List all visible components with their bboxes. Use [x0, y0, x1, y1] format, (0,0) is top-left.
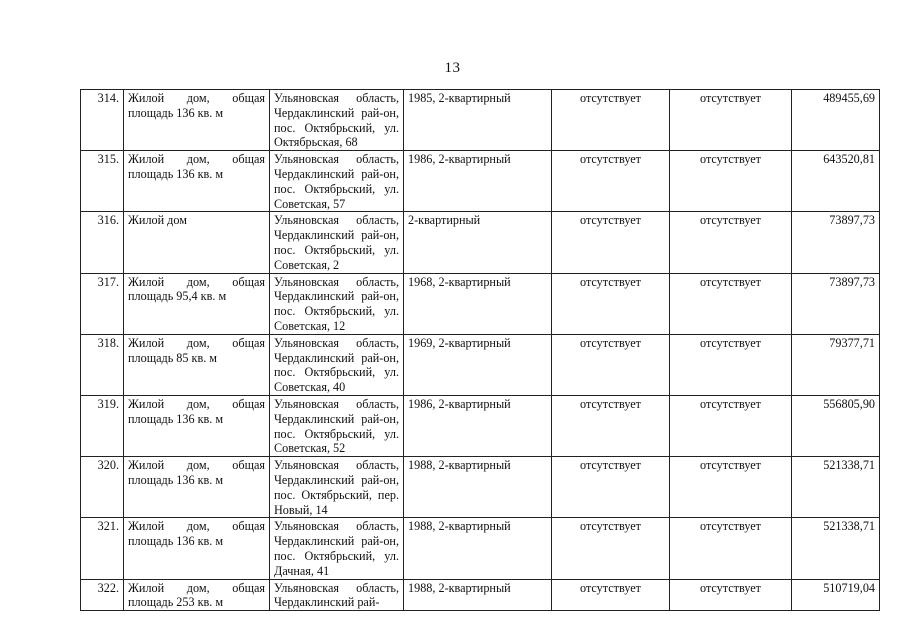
property-cost: 510719,04 — [792, 579, 880, 611]
property-address: Ульяновская область, Чердаклинский рай-он, пос. Октябрьский, ул. Дачная, 41 — [270, 518, 404, 579]
property-address: Ульяновская область, Чердаклинский рай-он, пос. Октябрьский, ул. Советская, 40 — [270, 334, 404, 395]
property-address: Ульяновская область, Чердаклинский рай- — [270, 579, 404, 611]
property-name: Жилой дом — [124, 212, 270, 273]
row-number: 320. — [81, 457, 124, 518]
property-name: Жилой дом, общая площадь 85 кв. м — [124, 334, 270, 395]
table-row — [81, 334, 880, 395]
table-row — [81, 395, 880, 456]
table-row — [81, 273, 880, 334]
registration-status: отсутствует — [552, 457, 670, 518]
property-address: Ульяновская область, Чердаклинский рай-он, пос. Октябрьский, ул. Советская, 52 — [270, 395, 404, 456]
property-cost: 643520,81 — [792, 151, 880, 212]
property-address: Ульяновская область, Чердаклинский рай-он, пос. Октябрьский, пер. Новый, 14 — [270, 457, 404, 518]
property-name: Жилой дом, общая площадь 136 кв. м — [124, 151, 270, 212]
property-table — [80, 89, 880, 611]
property-detail: 1988, 2-квартирный — [404, 457, 552, 518]
row-number: 319. — [81, 395, 124, 456]
encumbrance-status: отсутствует — [670, 395, 792, 456]
property-detail: 1986, 2-квартирный — [404, 151, 552, 212]
encumbrance-status: отсутствует — [670, 212, 792, 273]
property-detail: 1968, 2-квартирный — [404, 273, 552, 334]
property-name: Жилой дом, общая площадь 95,4 кв. м — [124, 273, 270, 334]
table-row — [81, 579, 880, 611]
property-detail: 1986, 2-квартирный — [404, 395, 552, 456]
encumbrance-status: отсутствует — [670, 273, 792, 334]
encumbrance-status: отсутствует — [670, 334, 792, 395]
table-body — [81, 90, 880, 611]
property-address: Ульяновская область, Чердаклинский рай-он, пос. Октябрьский, ул. Советская, 12 — [270, 273, 404, 334]
property-name: Жилой дом, общая площадь 136 кв. м — [124, 90, 270, 151]
table-row — [81, 518, 880, 579]
encumbrance-status: отсутствует — [670, 151, 792, 212]
row-number: 316. — [81, 212, 124, 273]
property-name: Жилой дом, общая площадь 136 кв. м — [124, 457, 270, 518]
property-address: Ульяновская область, Чердаклинский рай-он, пос. Октябрьский, ул. Октябрьская, 68 — [270, 90, 404, 151]
table-row — [81, 90, 880, 151]
encumbrance-status: отсутствует — [670, 90, 792, 151]
property-cost: 521338,71 — [792, 457, 880, 518]
property-detail: 1985, 2-квартирный — [404, 90, 552, 151]
property-name: Жилой дом, общая площадь 136 кв. м — [124, 395, 270, 456]
property-name: Жилой дом, общая площадь 136 кв. м — [124, 518, 270, 579]
registration-status: отсутствует — [552, 212, 670, 273]
property-detail: 1988, 2-квартирный — [404, 518, 552, 579]
table-row — [81, 151, 880, 212]
property-address: Ульяновская область, Чердаклинский рай-он, пос. Октябрьский, ул. Советская, 2 — [270, 212, 404, 273]
property-detail: 2-квартирный — [404, 212, 552, 273]
property-address: Ульяновская область, Чердаклинский рай-он, пос. Октябрьский, ул. Советская, 57 — [270, 151, 404, 212]
property-cost: 489455,69 — [792, 90, 880, 151]
table-row — [81, 457, 880, 518]
row-number: 314. — [81, 90, 124, 151]
row-number: 315. — [81, 151, 124, 212]
property-detail: 1969, 2-квартирный — [404, 334, 552, 395]
encumbrance-status: отсутствует — [670, 457, 792, 518]
row-number: 321. — [81, 518, 124, 579]
property-detail: 1988, 2-квартирный — [404, 579, 552, 611]
encumbrance-status: отсутствует — [670, 579, 792, 611]
page-number: 13 — [444, 60, 461, 76]
property-cost: 521338,71 — [792, 518, 880, 579]
property-cost: 556805,90 — [792, 395, 880, 456]
row-number: 317. — [81, 273, 124, 334]
registration-status: отсутствует — [552, 579, 670, 611]
row-number: 322. — [81, 579, 124, 611]
registration-status: отсутствует — [552, 334, 670, 395]
registration-status: отсутствует — [552, 273, 670, 334]
property-cost: 73897,73 — [792, 212, 880, 273]
table-row — [81, 212, 880, 273]
registration-status: отсутствует — [552, 90, 670, 151]
encumbrance-status: отсутствует — [670, 518, 792, 579]
registration-status: отсутствует — [552, 151, 670, 212]
property-cost: 73897,73 — [792, 273, 880, 334]
registration-status: отсутствует — [552, 518, 670, 579]
property-cost: 79377,71 — [792, 334, 880, 395]
property-name: Жилой дом, общая площадь 253 кв. м — [124, 579, 270, 611]
row-number: 318. — [81, 334, 124, 395]
registration-status: отсутствует — [552, 395, 670, 456]
